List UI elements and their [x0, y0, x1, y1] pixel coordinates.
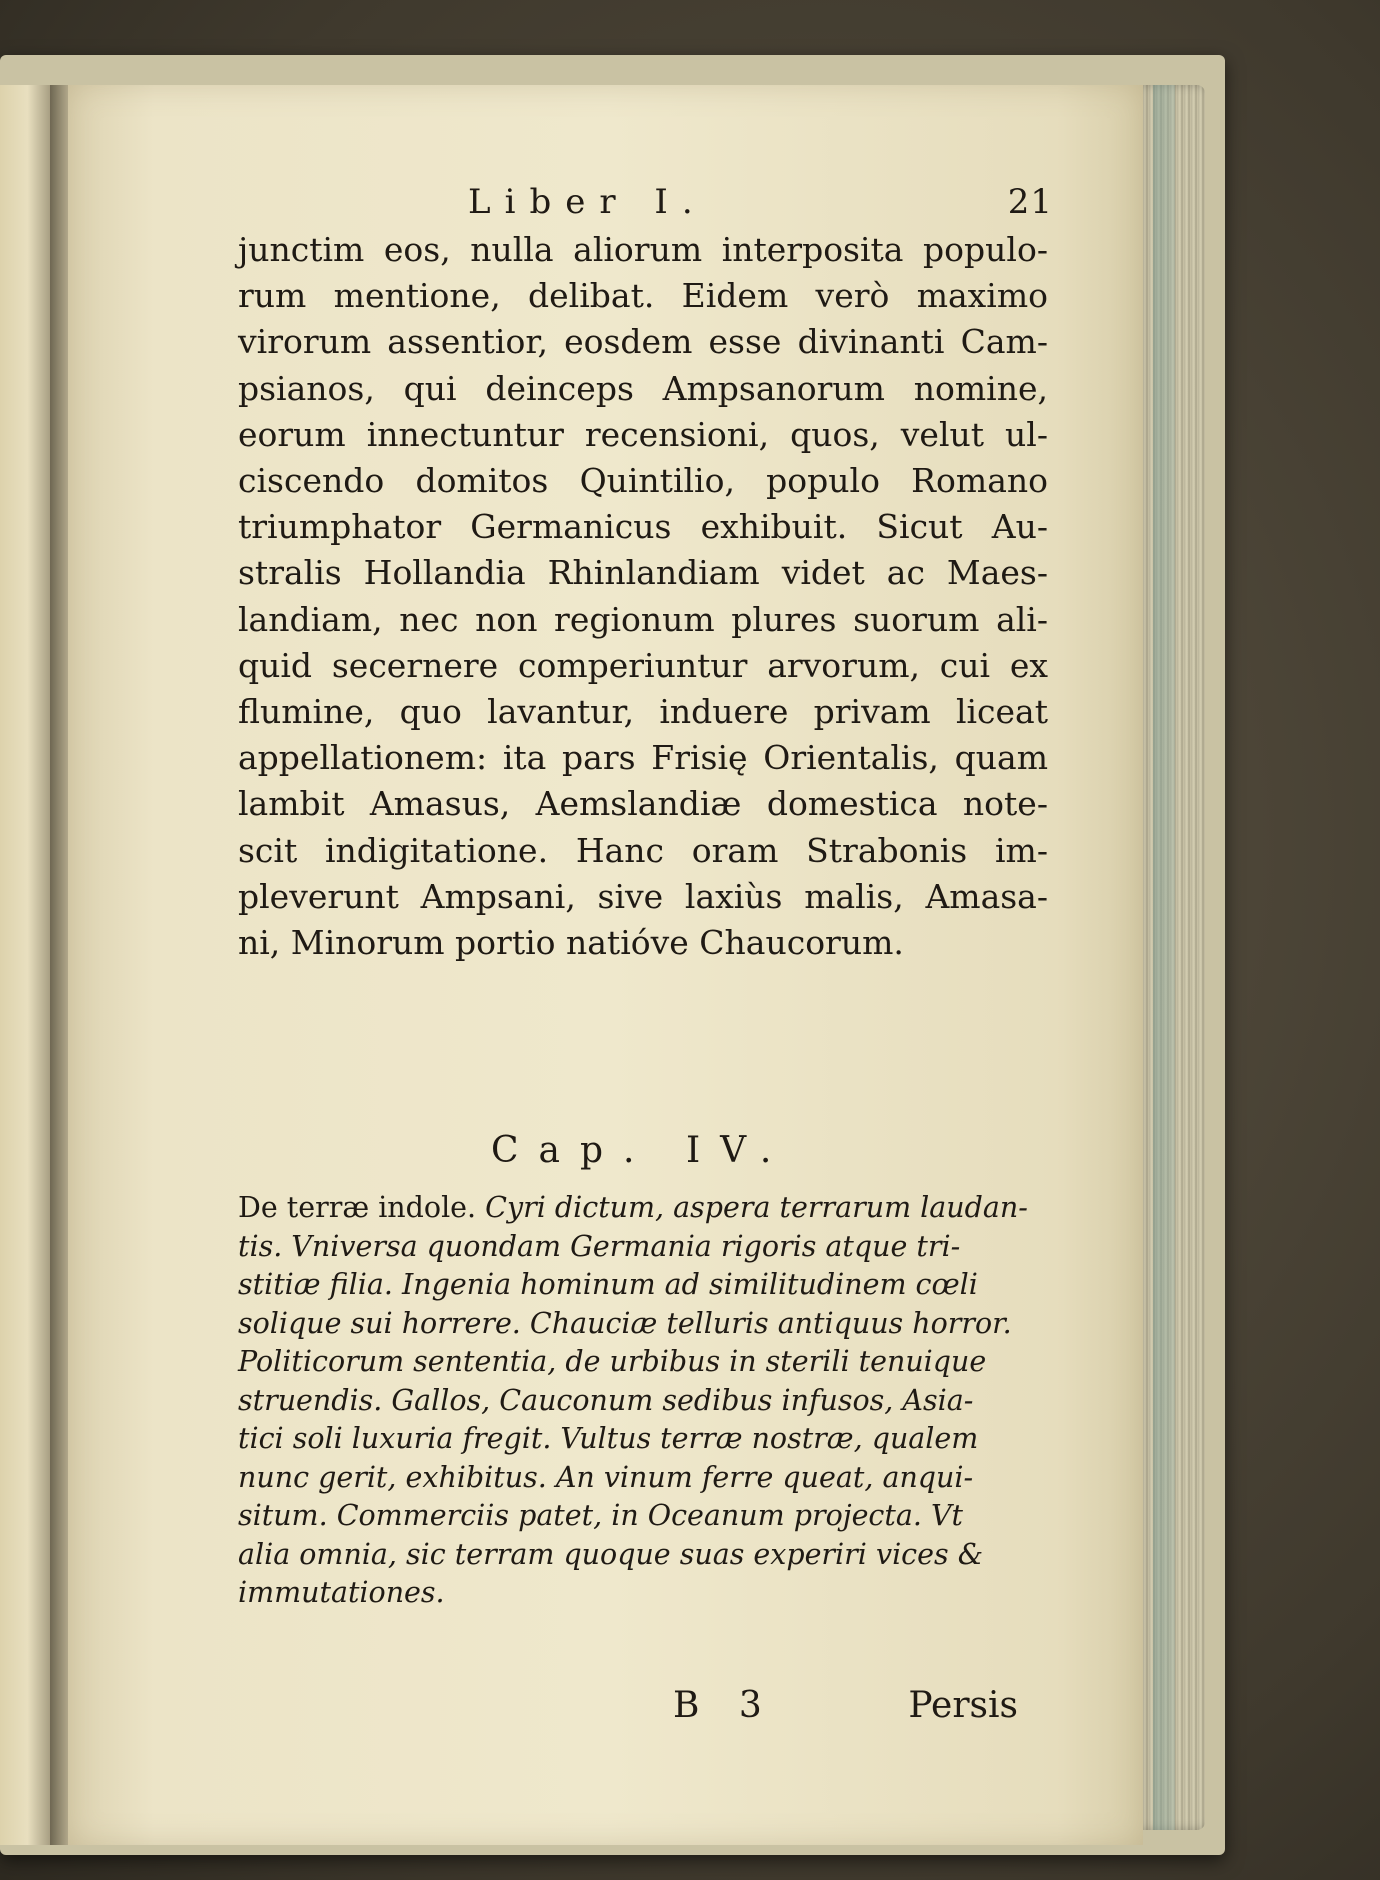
text-line: flumine, quo lavantur, induere privam liceat	[238, 692, 1048, 732]
text-line: virorum assentior, eosdem esse divinanti Cam-	[238, 322, 1048, 362]
text-line: scit indigitatione. Hanc oram Strabonis im-	[238, 830, 1048, 870]
summary-line: situm. Commerciis patet, in Oceanum projecta. Vt	[238, 1499, 963, 1532]
text-line: lambit Amasus, Aemslandiæ domestica note-	[238, 784, 1048, 824]
summary-line: struendis. Gallos, Cauconum sedibus infusos, Asia-	[238, 1383, 974, 1417]
summary-line: Politicorum sententia, de urbibus in sterili tenuique	[238, 1345, 987, 1378]
chapter-summary	[238, 1189, 1048, 1613]
text-line: stralis Hollandia Rhinlandiam videt ac Maes-	[238, 553, 1048, 593]
text-line: psianos, qui deinceps Ampsanorum nomine,	[238, 368, 1048, 408]
text-line: appellationem: ita pars Frisię Orientalis, quam	[238, 738, 1048, 778]
page-edges	[1135, 85, 1205, 1830]
summary-text: Cyri dictum, aspera terrarum laudan-	[476, 1191, 1028, 1224]
book-gutter	[50, 85, 70, 1845]
text-line: junctim eos, nulla aliorum interposita populo-	[238, 230, 1048, 269]
summary-line: nunc gerit, exhibitus. An vinum ferre queat, anqui-	[238, 1460, 974, 1494]
text-line: pleverunt Ampsani, sive laxiùs malis, Amasa-	[238, 876, 1048, 916]
summary-lead: De terræ indole.	[238, 1191, 477, 1224]
summary-line: tis. Vniversa quondam Germania rigoris atque tri-	[238, 1229, 961, 1263]
text-line: ni, Minorum portio natióve Chaucorum.	[238, 923, 904, 963]
summary-line: alia omnia, sic terram quoque suas experiri vices &	[238, 1537, 984, 1571]
running-head-title: Liber I.	[468, 182, 707, 222]
main-text	[238, 227, 1048, 966]
summary-line: immutationes.	[238, 1576, 445, 1609]
page-number: 21	[1007, 182, 1053, 222]
summary-line: stitiæ filia. Ingenia hominum ad similitudinem cœli	[238, 1268, 978, 1301]
text-line: landiam, nec non regionum plures suorum ali-	[238, 599, 1048, 639]
text-line: rum mentione, delibat. Eidem verò maximo	[238, 276, 1048, 316]
signature-mark: B 3	[673, 1685, 776, 1726]
chapter-heading: Cap. IV.	[491, 1130, 792, 1171]
summary-line: solique sui horrere. Chauciæ telluris antiquus horror.	[238, 1306, 1012, 1340]
text-line: ciscendo domitos Quintilio, populo Romano	[238, 461, 1048, 501]
text-line: eorum innectuntur recensioni, quos, velut ul-	[238, 414, 1048, 454]
catchword: Persis	[908, 1685, 1018, 1726]
summary-line: tici soli luxuria fregit. Vultus terræ nostræ, qualem	[238, 1422, 979, 1455]
text-line: quid secernere comperiuntur arvorum, cui ex	[238, 645, 1048, 685]
facing-page-edge	[0, 85, 52, 1845]
book-page	[68, 85, 1143, 1845]
text-line: triumphator Germanicus exhibuit. Sicut Au-	[238, 507, 1048, 547]
summary-line	[238, 1189, 1048, 1228]
